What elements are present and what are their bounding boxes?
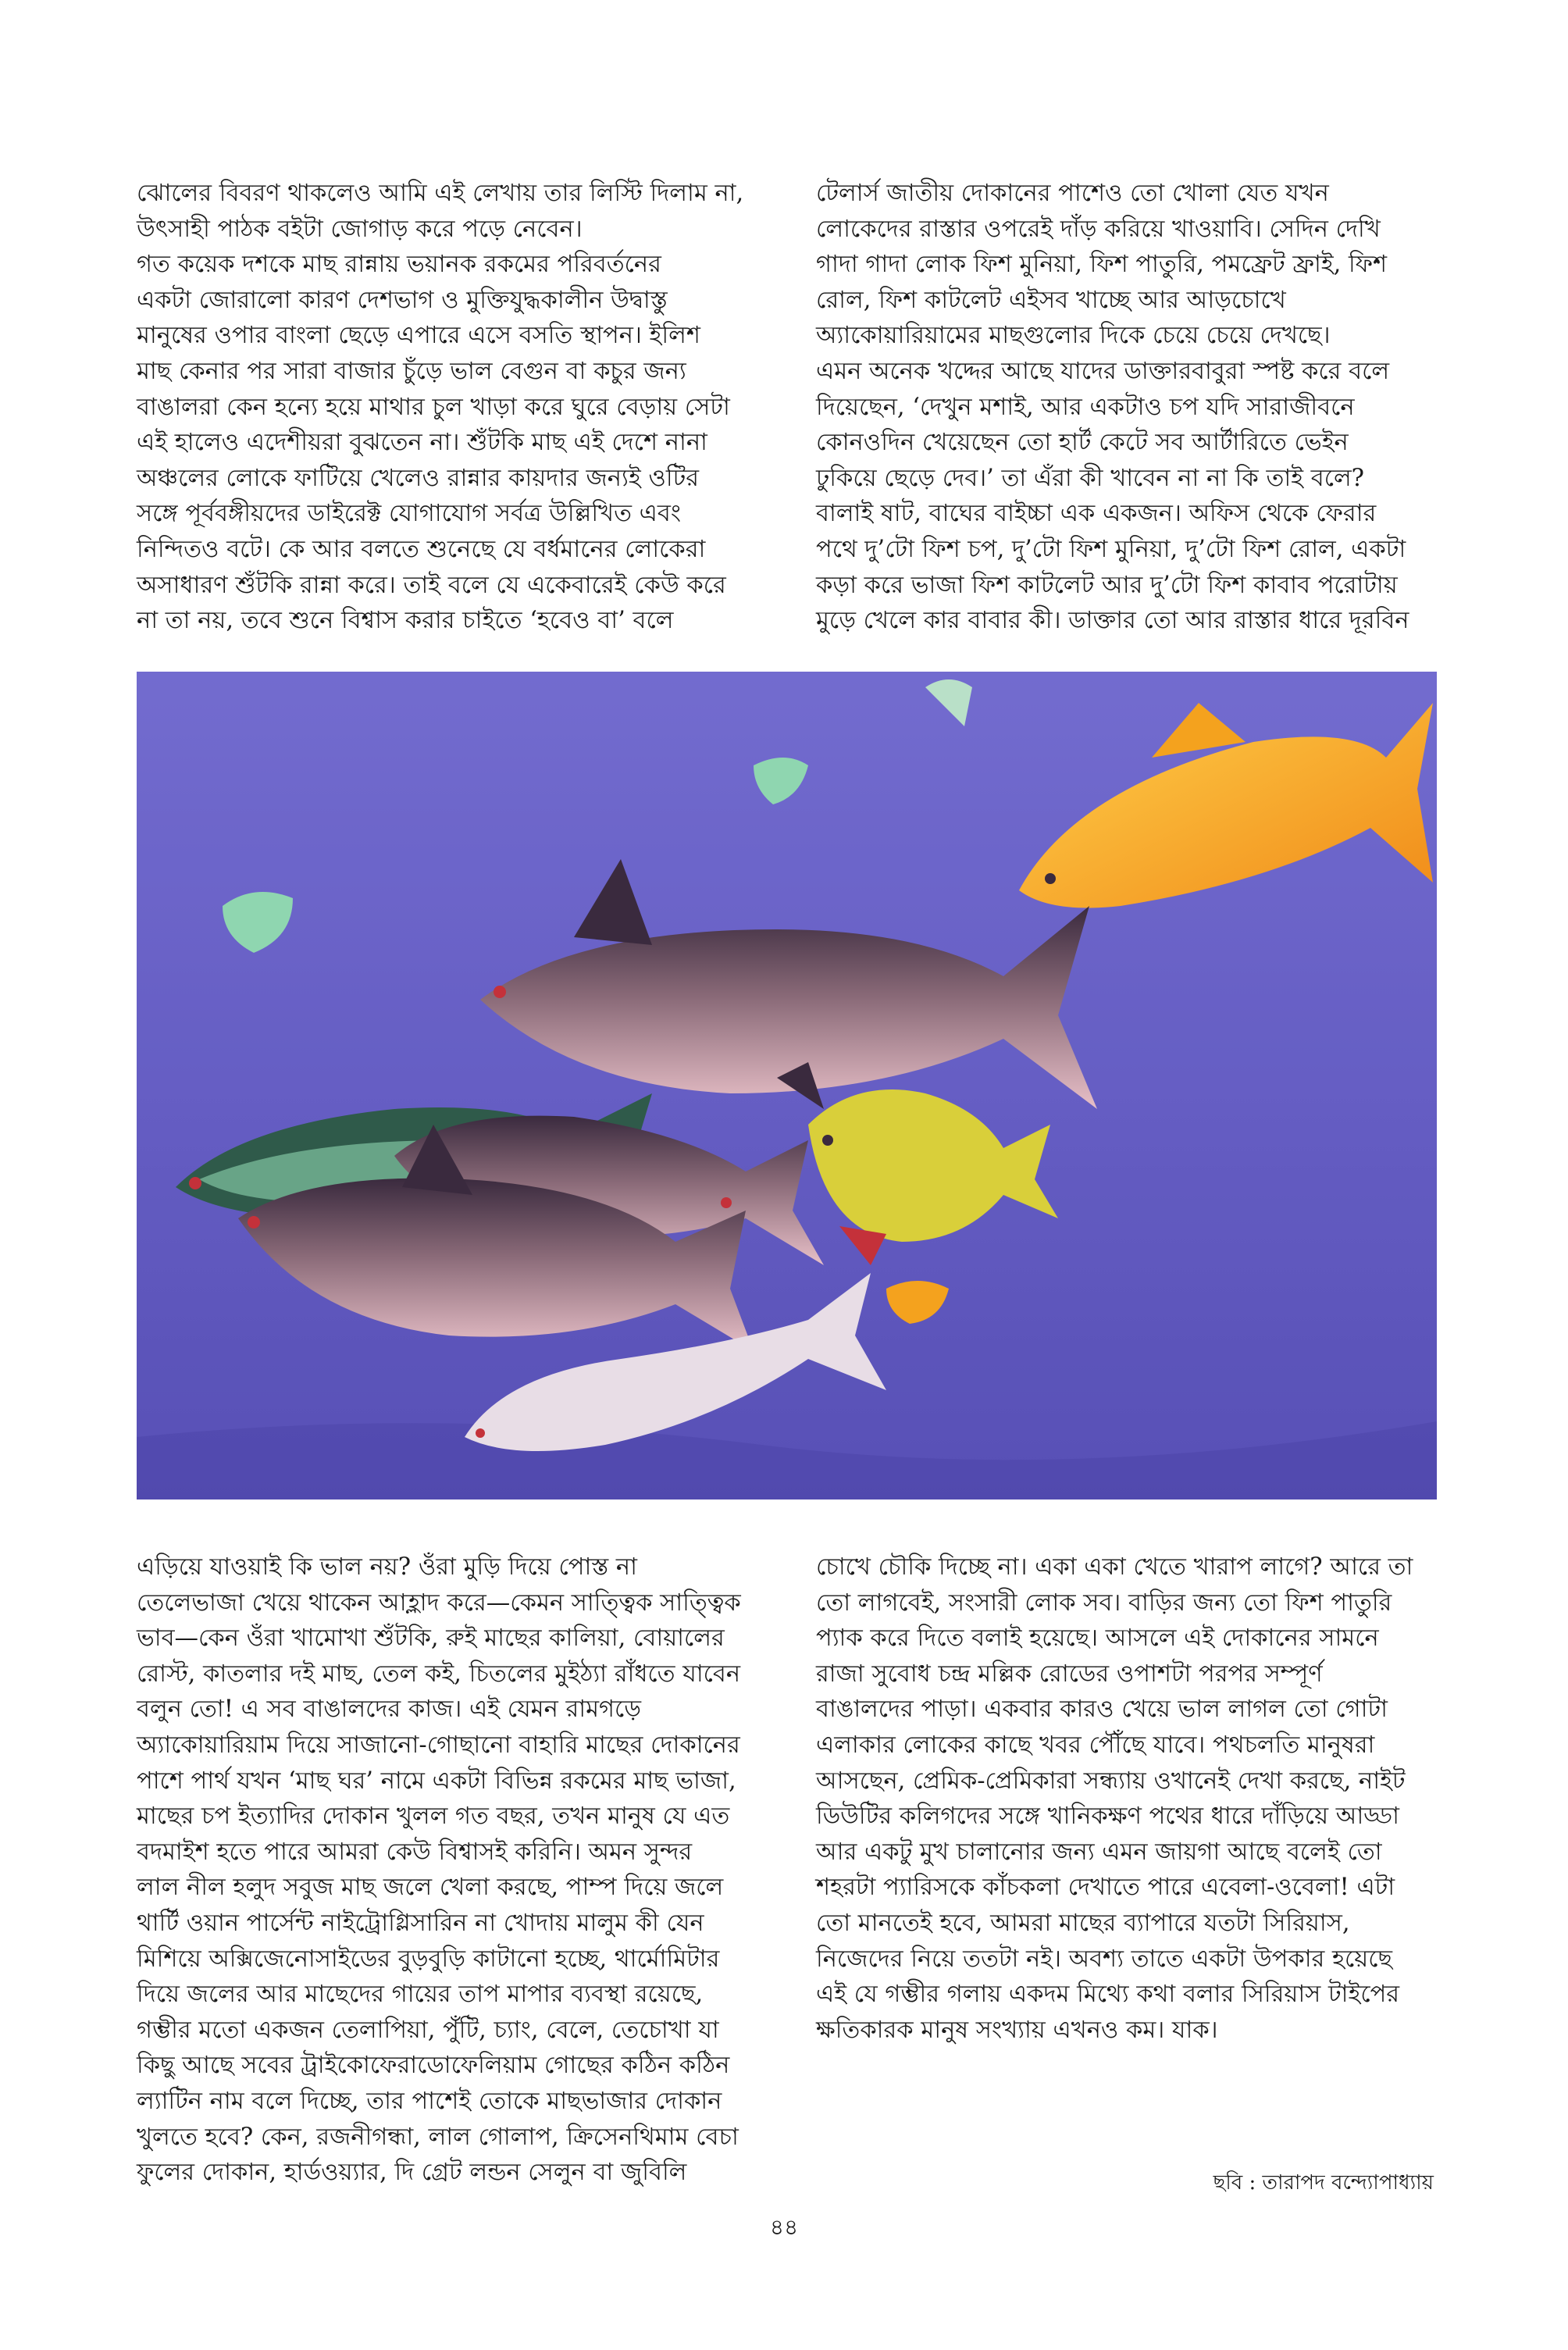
text-line: মাছ কেনার পর সারা বাজার চুঁড়ে ভাল বেগুন বা কচুর জন্য xyxy=(137,357,686,385)
text-line: সঙ্গে পূর্ববঙ্গীয়দের ডাইরেক্ট যোগাযোগ সর্বত্র উল্লিখিত এবং xyxy=(137,500,681,528)
page-number: ৪৪ xyxy=(769,2214,799,2240)
text-line: পাশে পার্থ যখন ‘মাছ ঘর’ নামে একটা বিভিন্ন রকমের মাছ ভাজা, xyxy=(137,1767,736,1795)
text-line: টেলার্স জাতীয় দোকানের পাশেও তো খোলা যেত যখন xyxy=(816,180,1329,207)
text-line: ক্ষতিকারক মানুষ সংখ্যায় এখনও কম। যাক। xyxy=(816,2016,1218,2044)
text-line: এড়িয়ে যাওয়াই কি ভাল নয়? ওঁরা মুড়ি দিয়ে পোস্ত না xyxy=(137,1553,637,1581)
text-line: এই হালেও এদেশীয়রা বুঝতেন না। শুঁটকি মাছ এই দেশে নানা xyxy=(137,429,707,457)
text-line: না তা নয়, তবে শুনে বিশ্বাস করার চাইতে ‘হবেও বা’ বলে xyxy=(137,607,674,635)
text-line: উৎসাহী পাঠক বইটা জোগাড় করে পড়ে নেবেন। xyxy=(137,215,583,243)
text-line: খুলতে হবে? কেন, রজনীগন্ধা, লাল গোলাপ, ক্রিসেনথিমাম বেচা xyxy=(137,2123,739,2151)
text-line: ফুলের দোকান, হার্ডওয়্যার, দি গ্রেট লন্ডন সেলুন বা জুবিলি xyxy=(137,2159,687,2187)
text-line: এলাকার লোকের কাছে খবর পৌঁছে যাবে। পথচলতি মানুষরা xyxy=(816,1731,1375,1759)
text-line: একটা জোরালো কারণ দেশভাগ ও মুক্তিযুদ্ধকালীন উদ্বাস্তু xyxy=(137,286,668,314)
text-line: বলুন তো! এ সব বাঙালদের কাজ। এই যেমন রামগড়ে xyxy=(137,1696,642,1724)
text-line: চোখে চৌকি দিচ্ছে না। একা একা খেতে খারাপ লাগে? আরে তা xyxy=(816,1553,1413,1581)
text-line: অঞ্চলের লোকে ফাটিয়ে খেলেও রান্নার কায়দার জন্যই ওটির xyxy=(137,464,699,492)
text-line: তেলেভাজা খেয়ে থাকেন আহ্লাদ করে—কেমন সাত্ত্বিক সাত্ত্বিক xyxy=(137,1589,741,1617)
text-line: রোল, ফিশ কাটলেট এইসব খাচ্ছে আর আড়চোখে xyxy=(816,286,1286,314)
text-line: বাঙালদের পাড়া। একবার কারও খেয়ে ভাল লাগল তো গোটা xyxy=(816,1696,1388,1724)
text-line: লোকেদের রাস্তার ওপরেই দাঁড় করিয়ে খাওয়াবি। সেদিন দেখি xyxy=(816,215,1381,243)
text-line: আসছেন, প্রেমিক-প্রেমিকারা সন্ধ্যায় ওখানেই দেখা করছে, নাইট xyxy=(816,1767,1406,1795)
text-line: মিশিয়ে অক্সিজেনোসাইডের বুড়বুড়ি কাটানো হচ্ছে, থার্মোমিটার xyxy=(137,1945,720,1973)
text-line: নিজেদের নিয়ে ততটা নই। অবশ্য তাতে একটা উপকার হয়েছে xyxy=(816,1945,1393,1973)
aquarium-fish-photo xyxy=(137,672,1437,1500)
text-line: কোনওদিন খেয়েছেন তো হার্ট কেটে সব আর্টারিতে ভেইন xyxy=(816,429,1349,457)
text-line: তো মানতেই হবে, আমরা মাছের ব্যাপারে যতটা সিরিয়াস, xyxy=(816,1909,1350,1937)
text-line: মাছের চপ ইত্যাদির দোকান খুলল গত বছর, তখন মানুষ যে এত xyxy=(137,1803,730,1831)
text-line: থার্টি ওয়ান পার্সেন্ট নাইট্রোগ্লিসারিন না খোদায় মালুম কী যেন xyxy=(137,1909,704,1937)
text-column-bottom-left xyxy=(137,1549,761,2191)
text-line: বদমাইশ হতে পারে আমরা কেউ বিশ্বাসই করিনি। অমন সুন্দর xyxy=(137,1838,693,1866)
text-line: লাল নীল হলুদ সবুজ মাছ জলে খেলা করছে, পাম্প দিয়ে জলে xyxy=(137,1874,724,1902)
text-line: এমন অনেক খদ্দের আছে যাদের ডাক্তারবাবুরা স্পষ্ট করে বলে xyxy=(816,357,1390,385)
text-line: গম্ভীর মতো একজন তেলাপিয়া, পুঁটি, চ্যাং, বেলে, তেচোখা যা xyxy=(137,2016,719,2044)
text-line: আর একটু মুখ চালানোর জন্য এমন জায়গা আছে বলেই তো xyxy=(816,1838,1382,1866)
text-line: ডিউটির কলিগদের সঙ্গে খানিকক্ষণ পথের ধারে দাঁড়িয়ে আড্ডা xyxy=(816,1803,1399,1831)
text-line: রোস্ট, কাতলার দই মাছ, তেল কই, চিতলের মুইঠ্যা রাঁধতে যাবেন xyxy=(137,1660,741,1688)
text-line: নিন্দিতও বটে। কে আর বলতে শুনেছে যে বর্ধমানের লোকেরা xyxy=(137,535,706,563)
text-line: ঢুকিয়ে ছেড়ে দেব।’ তা এঁরা কী খাবেন না না কি তাই বলে? xyxy=(816,464,1365,492)
text-line: পথে দু’টো ফিশ চপ, দু’টো ফিশ মুনিয়া, দু’টো ফিশ রোল, একটা xyxy=(816,535,1406,563)
text-line: গাদা গাদা লোক ফিশ মুনিয়া, ফিশ পাতুরি, পমফ্রেট ফ্রাই, ফিশ xyxy=(816,251,1388,279)
text-line: অ্যাকোয়ারিয়ামের মাছগুলোর দিকে চেয়ে চেয়ে দেখছে। xyxy=(816,322,1331,350)
text-line: ল্যাটিন নাম বলে দিচ্ছে, তার পাশেই তোকে মাছভাজার দোকান xyxy=(137,2087,722,2115)
text-column-top-left xyxy=(137,176,761,639)
text-line: দিয়ে জলের আর মাছেদের গায়ের তাপ মাপার ব্যবস্থা রয়েছে, xyxy=(137,1981,704,2009)
text-line: মানুষের ওপার বাংলা ছেড়ে এপারে এসে বসতি স্থাপন। ইলিশ xyxy=(137,322,700,350)
text-line: কিছু আছে সবের ট্রাইকোফেরাডোফেলিয়াম গোছের কঠিন কঠিন xyxy=(137,2052,730,2080)
text-line: প্যাক করে দিতে বলাই হয়েছে। আসলে এই দোকানের সামনে xyxy=(816,1624,1379,1653)
text-line: মুড়ে খেলে কার বাবার কী। ডাক্তার তো আর রাস্তার ধারে দূরবিন xyxy=(816,607,1409,635)
text-line: দিয়েছেন, ‘দেখুন মশাই, আর একটাও চপ যদি সারাজীবনে xyxy=(816,393,1355,421)
text-line: শহরটা প্যারিসকে কাঁচকলা দেখাতে পারে এবেলা-ওবেলা! এটা xyxy=(816,1874,1395,1902)
text-column-top-right xyxy=(816,176,1441,639)
text-line: বালাই ষাট, বাঘের বাইচ্চা এক একজন। অফিস থেকে ফেরার xyxy=(816,500,1377,528)
text-line: বাঙালরা কেন হন্যে হয়ে মাথার চুল খাড়া করে ঘুরে বেড়ায় সেটা xyxy=(137,393,730,421)
text-line: অসাধারণ শুঁটকি রান্না করে। তাই বলে যে একেবারেই কেউ করে xyxy=(137,571,726,599)
text-line: ঝোলের বিবরণ থাকলেও আমি এই লেখায় তার লিস্টি দিলাম না, xyxy=(137,180,744,207)
text-line: ভাব—কেন ওঁরা খামোখা শুঁটকি, রুই মাছের কালিয়া, বোয়ালের xyxy=(137,1624,725,1653)
text-line: গত কয়েক দশকে মাছ রান্নায় ভয়ানক রকমের পরিবর্তনের xyxy=(137,251,661,279)
photo-credit: ছবি : তারাপদ বন্দ্যোপাধ্যায় xyxy=(1213,2171,1434,2195)
text-line: অ্যাকোয়ারিয়াম দিয়ে সাজানো-গোছানো বাহারি মাছের দোকানের xyxy=(137,1731,740,1759)
text-line: এই যে গম্ভীর গলায় একদম মিথ্যে কথা বলার সিরিয়াস টাইপের xyxy=(816,1981,1400,2009)
text-column-bottom-right xyxy=(816,1549,1441,2048)
text-line: কড়া করে ভাজা ফিশ কাটলেট আর দু’টো ফিশ কাবাব পরোটায় xyxy=(816,571,1398,599)
text-line: রাজা সুবোধ চন্দ্র মল্লিক রোডের ওপাশটা পরপর সম্পূর্ণ xyxy=(816,1660,1323,1688)
text-line: তো লাগবেই, সংসারী লোক সব। বাড়ির জন্য তো ফিশ পাতুরি xyxy=(816,1589,1392,1617)
